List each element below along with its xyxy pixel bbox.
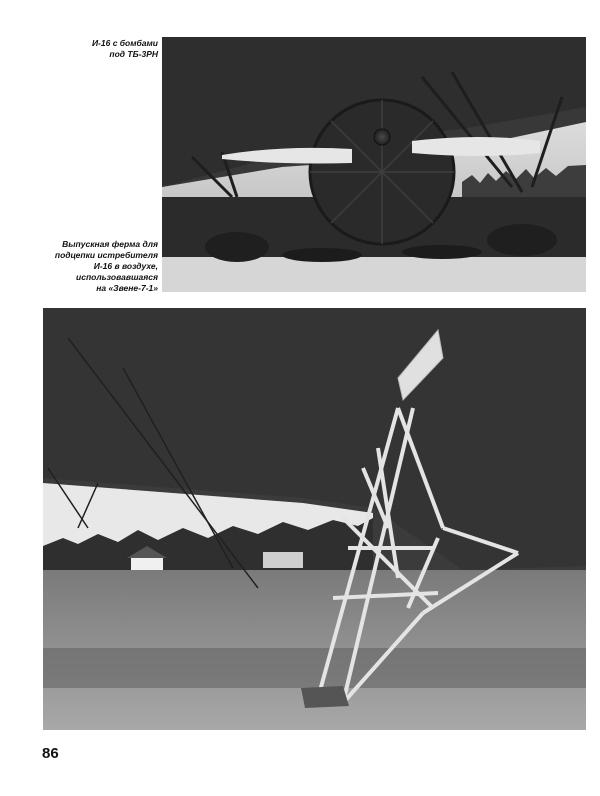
page-number: 86 xyxy=(42,745,59,762)
photo-extension-truss xyxy=(43,308,586,730)
photo-i16-with-bombs xyxy=(162,37,586,292)
photo-caption-top: И-16 с бомбами под ТБ-3РН xyxy=(91,38,158,59)
photo-i16-illustration xyxy=(162,37,586,292)
photo-truss-illustration xyxy=(43,308,586,730)
photo-caption-middle: Выпускная ферма для подцепки истребителя И-16 в воздухе, использовавшаяся на «Звене-7-1» xyxy=(54,239,158,293)
